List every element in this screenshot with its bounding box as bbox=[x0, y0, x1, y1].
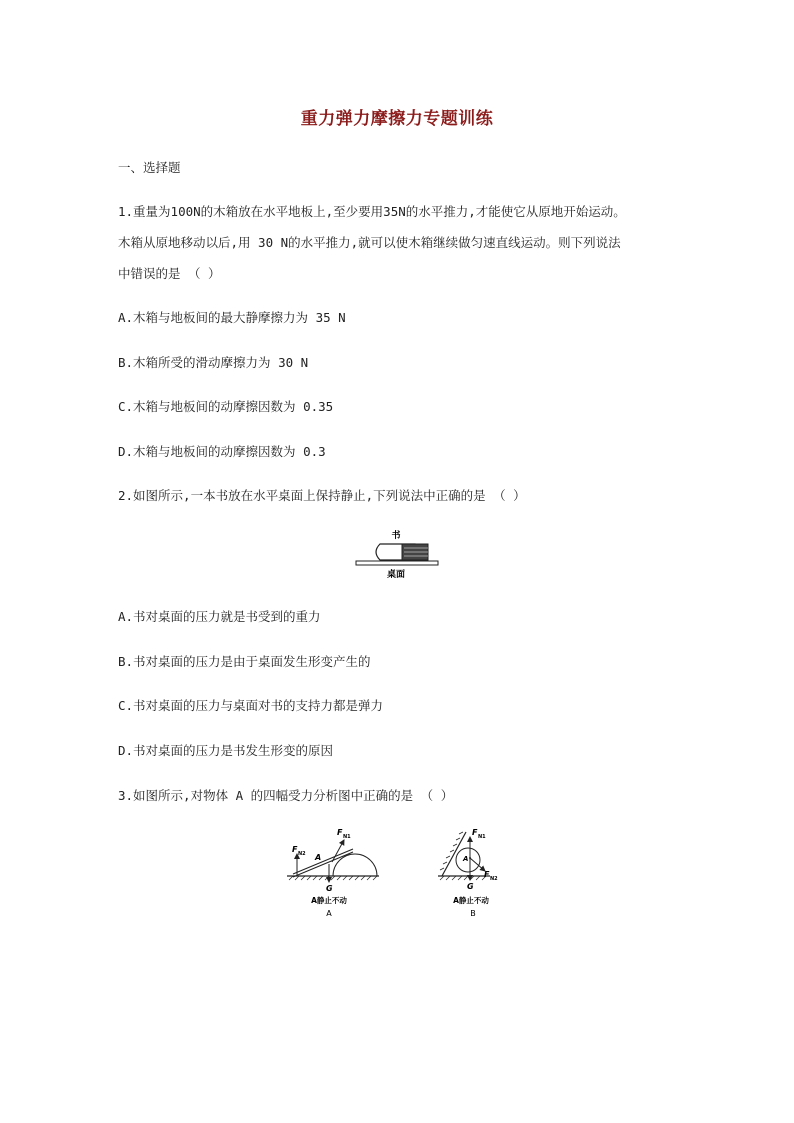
question-3-stem: 3.如图所示,对物体 A 的四幅受力分析图中正确的是 （ ） bbox=[118, 788, 454, 803]
table-label: 桌面 bbox=[386, 570, 406, 580]
fn1-subscript: N1 bbox=[343, 834, 351, 840]
question-1-option-d: D.木箱与地板间的动摩擦因数为 0.3 bbox=[118, 444, 326, 459]
question-2-option-a: A.书对桌面的压力就是书受到的重力 bbox=[118, 609, 321, 624]
section-heading: 一、选择题 bbox=[118, 160, 181, 175]
force-diagram-a bbox=[283, 824, 383, 924]
question-1-line-2: 木箱从原地移动以后,用 30 N的水平推力,就可以使木箱继续做匀速直线运动。则下列说法 bbox=[118, 235, 621, 250]
force-diagram-b bbox=[428, 824, 518, 924]
figure-a-letter: A bbox=[326, 909, 332, 918]
page-title: 重力弹力摩擦力专题训练 bbox=[300, 109, 494, 129]
question-2-option-b: B.书对桌面的压力是由于桌面发生形变产生的 bbox=[118, 654, 371, 669]
question-1-option-a: A.木箱与地板间的最大静摩擦力为 35 N bbox=[118, 310, 346, 325]
fn1-label: F bbox=[337, 828, 343, 837]
object-a-label: A bbox=[463, 855, 469, 863]
question-2-stem: 2.如图所示,一本书放在水平桌面上保持静止,下列说法中正确的是 （ ） bbox=[118, 488, 526, 503]
fn1-subscript: N1 bbox=[478, 834, 486, 840]
fn2-label: F bbox=[292, 845, 298, 854]
gravity-label: G bbox=[326, 884, 333, 893]
table-surface bbox=[356, 561, 438, 565]
object-a-label: A bbox=[315, 853, 322, 862]
fn2-label: F bbox=[484, 870, 490, 879]
question-2-option-d: D.书对桌面的压力是书发生形变的原因 bbox=[118, 743, 334, 758]
question-1-option-c: C.木箱与地板间的动摩擦因数为 0.35 bbox=[118, 399, 334, 414]
book-on-table-figure bbox=[350, 526, 445, 586]
fn2-subscript: N2 bbox=[298, 851, 306, 857]
fn1-label: F bbox=[472, 828, 478, 837]
ground-hatch bbox=[438, 876, 490, 880]
book-drawing bbox=[376, 544, 428, 560]
figure-b-letter: B bbox=[470, 909, 476, 918]
ground-hatch bbox=[287, 876, 379, 880]
book-label: 书 bbox=[391, 531, 401, 541]
figure-b-caption: A静止不动 bbox=[453, 896, 489, 905]
fn2-subscript: N2 bbox=[490, 876, 498, 882]
question-1-line-1: 1.重量为100N的木箱放在水平地板上,至少要用35N的水平推力,才能使它从原地开始运动。 bbox=[118, 204, 626, 219]
gravity-label: G bbox=[467, 882, 474, 891]
question-1-line-3: 中错误的是 （ ） bbox=[118, 266, 221, 281]
figure-a-caption: A静止不动 bbox=[311, 896, 347, 905]
question-2-option-c: C.书对桌面的压力与桌面对书的支持力都是弹力 bbox=[118, 698, 384, 713]
question-1-option-b: B.木箱所受的滑动摩擦力为 30 N bbox=[118, 355, 309, 370]
